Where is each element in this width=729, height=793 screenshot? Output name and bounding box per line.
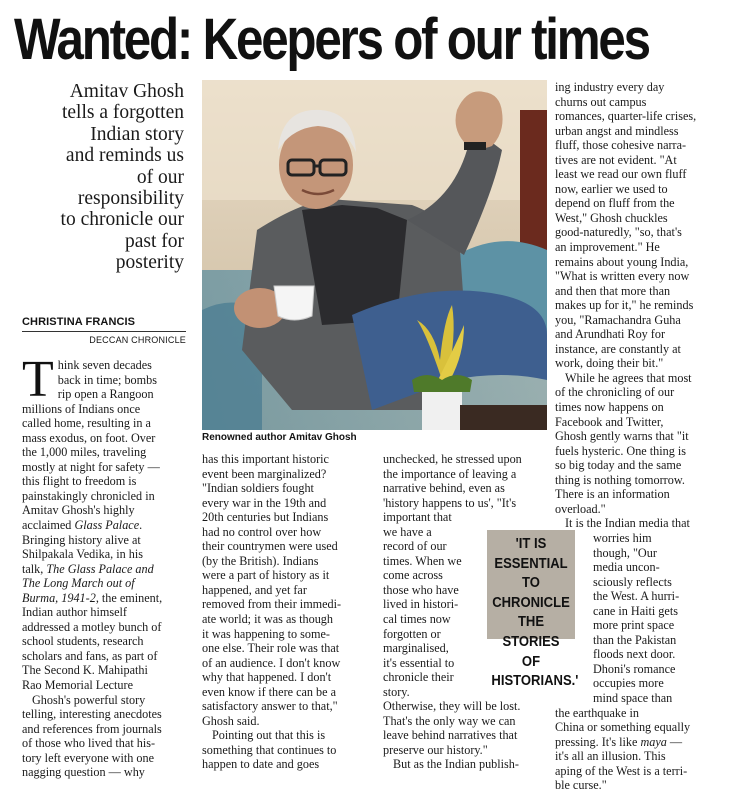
text-line: urban angst and mindless <box>555 123 679 138</box>
text-line: aping of the West is a terri- <box>555 763 688 778</box>
text-line: removed from their immedi- <box>202 597 342 612</box>
text-line: called home, resulting in a <box>22 416 151 431</box>
talk-title: The Glass Palace and <box>46 561 154 576</box>
text-line: Ghosh gently warns that "it <box>555 429 689 444</box>
text-line: and then that more than <box>555 283 671 298</box>
emphasis: maya <box>640 734 667 749</box>
text-line: it's essential to <box>383 655 455 670</box>
text-line: narrative behind, even as <box>383 481 505 496</box>
text-line: than the Pakistan <box>593 632 677 647</box>
text-line: Otherwise, they will be lost. <box>383 699 521 714</box>
text-line: school students, research <box>22 634 144 649</box>
text-line: we have a <box>383 524 432 539</box>
text-line: Facebook and Twitter, <box>555 414 664 429</box>
standfirst-line: of our <box>136 166 184 188</box>
text-line: That's the only way we can <box>383 713 516 728</box>
text-line <box>555 735 720 750</box>
pull-quote-line: ESSENTIAL TO <box>494 555 568 592</box>
text-line: "Indian soldiers fought <box>202 481 314 496</box>
text-line: "What is written every now <box>555 269 690 284</box>
text-line: and Arundhati Roy for <box>555 327 666 342</box>
text-line: work, doing their bit." <box>555 356 664 371</box>
text-line: so big today and the same <box>555 458 682 473</box>
text-line: Bringing history alive at <box>22 532 141 547</box>
text-line: It is the Indian media that <box>565 516 690 531</box>
text-line: had no control over how <box>202 524 322 539</box>
text-line: now, earlier we used to <box>555 181 668 196</box>
text-line: Rao Memorial Lecture <box>22 678 133 693</box>
photo-caption: Renowned author Amitav Ghosh <box>202 432 357 443</box>
text-line: were a part of history as it <box>202 568 330 583</box>
pull-quote-line: 'IT IS <box>515 536 547 552</box>
text-line: ing industry every day <box>555 80 665 94</box>
text-line: thing is nothing tomorrow. <box>555 472 685 487</box>
column-4 <box>555 80 720 793</box>
pull-quote-line: OF <box>521 653 541 670</box>
text-line: mostly at night for safety — <box>22 459 160 474</box>
drop-cap: T <box>22 351 54 408</box>
text-line: fluff, those cohesive narra- <box>555 138 687 153</box>
standfirst-line: tells a forgotten <box>61 102 184 124</box>
text-line: fuels hysteric. One thing is <box>555 443 686 458</box>
text-line: record of our <box>383 539 447 554</box>
text-line: media uncon- <box>593 560 660 575</box>
text-line: millions of Indians once <box>22 401 141 416</box>
text-line: good-naturedly, "so, that's <box>555 225 682 240</box>
text-line: sciously reflects <box>593 574 672 589</box>
text-line: this flight to freedom is <box>22 474 137 489</box>
source-credit: DECCAN CHRONICLE <box>89 335 186 345</box>
author-photo <box>202 80 547 430</box>
text-line: (by the British). Indians <box>202 553 319 568</box>
standfirst-line: to chronicle our <box>60 209 184 231</box>
text-line: those who have <box>383 582 459 597</box>
text-line: addressed a motley bunch of <box>22 619 162 634</box>
text-line: it's all an illusion. This <box>555 749 666 764</box>
text-line: though, "Our <box>593 545 657 560</box>
text-line: every war in the 19th and <box>202 495 327 510</box>
text-line: tives are not evident. "At <box>555 152 677 167</box>
text-line: their countrymen were used <box>202 539 338 554</box>
text-line: you, "Ramachandra Guha <box>555 312 681 327</box>
text-line: happened, and yet far <box>202 582 307 597</box>
text-line: Pointing out that this is <box>212 728 326 743</box>
text-line: one else. Their role was that <box>202 641 340 656</box>
pull-quote-line: CHRONICLE <box>492 594 570 611</box>
text-line: Ghosh said. <box>202 713 260 728</box>
pull-quote-line: THE STORIES <box>502 614 560 650</box>
text-line: more print space <box>593 618 675 633</box>
text-line: Ghosh's powerful story <box>32 692 146 707</box>
text-line <box>22 576 188 591</box>
text-run: , the eminent, <box>95 590 163 605</box>
text-line: ate world; it was as though <box>202 612 333 627</box>
text-line: China or something equally <box>555 720 691 735</box>
text-line: leave behind narratives that <box>383 728 518 743</box>
text-line: remains about young India, <box>555 254 689 269</box>
text-line: floods next door. <box>593 647 676 662</box>
text-line: There is an information <box>555 487 670 502</box>
text-line: chronicle their <box>383 670 454 685</box>
text-line: The Second K. Mahipathi <box>22 663 148 678</box>
byline: CHRISTINA FRANCIS <box>22 316 136 328</box>
text-line: the importance of leaving a <box>383 466 517 481</box>
book-title: Glass Palace <box>74 518 140 533</box>
text-line: instance, are constantly at <box>555 341 681 356</box>
text-line: mass exodus, on foot. Over <box>22 430 156 445</box>
text-line: important that <box>383 510 452 525</box>
text-line: an improvement." He <box>555 240 660 255</box>
text-line: cal times now <box>383 612 451 627</box>
standfirst-line: Amitav Ghosh <box>69 81 184 102</box>
text-line: overload." <box>555 501 606 516</box>
text-line: story. <box>383 684 410 699</box>
text-line: event been marginalized? <box>202 466 327 481</box>
text-line: of those who lived that his- <box>22 736 156 751</box>
text-line: it was happening to some- <box>202 626 330 641</box>
text-line: worries him <box>593 530 652 545</box>
text-line: and references from journals <box>22 721 162 736</box>
text-run: pressing. It's like <box>555 734 641 749</box>
text-line: nagging question — why <box>22 765 145 780</box>
text-line: occupies more <box>593 676 664 691</box>
text-line: why that happened. I don't <box>202 670 332 685</box>
text-line: ble curse." <box>555 778 607 793</box>
author-photo-image <box>202 80 547 430</box>
text-line: Shilpakala Vedika, in his <box>22 547 143 562</box>
text-line: come across <box>383 568 443 583</box>
text-line: romances, quarter-life crises, <box>555 109 697 124</box>
text-line: Dhoni's romance <box>593 661 676 676</box>
text-line: Indian author himself <box>22 605 127 620</box>
text-line: happen to date and goes <box>202 757 320 772</box>
text-line: Amitav Ghosh's highly <box>22 503 135 518</box>
text-line: the West. A hurri- <box>593 589 680 604</box>
text-line: West," Ghosh chuckles <box>555 210 668 225</box>
talk-title: Burma, 1941-2 <box>22 590 96 605</box>
text-line: forgotten or <box>383 626 441 641</box>
pull-quote-line: HISTORIANS.' <box>491 673 579 690</box>
text-run: acclaimed <box>22 518 75 533</box>
text-line: even know if there can be a <box>202 684 336 699</box>
text-line: lived in histori- <box>383 597 459 612</box>
text-line: makes up for it," he reminds <box>555 298 694 313</box>
text-line: something that continues to <box>202 742 337 757</box>
text-line: least we read our own fluff <box>555 167 687 182</box>
text-line: the earthquake in <box>555 705 639 720</box>
text-line: hink seven decades <box>57 358 152 372</box>
text-line: depend on fluff from the <box>555 196 675 211</box>
talk-title: The Long March out of <box>22 576 135 591</box>
text-line: of the chronicling of our <box>555 385 675 400</box>
text-line <box>22 518 188 533</box>
text-line: scholars and fans, as part of <box>22 648 158 663</box>
text-line: While he agrees that most <box>565 370 692 385</box>
column-1 <box>22 351 188 780</box>
text-line: telling, interesting anecdotes <box>22 707 162 722</box>
text-line: unchecked, he stressed upon <box>383 452 522 466</box>
text-line <box>22 562 188 577</box>
standfirst-line: posterity <box>115 252 184 274</box>
text-line: has this important historic <box>202 452 329 466</box>
text-line <box>22 591 188 606</box>
text-line: times. When we <box>383 553 462 568</box>
text-line: rip open a Rangoon <box>57 387 154 402</box>
headline: Wanted: Keepers of our times <box>14 7 649 72</box>
text-line: 'history happens to us', "It's <box>383 495 517 510</box>
column-2 <box>202 452 365 772</box>
text-line: marginalised, <box>383 641 449 656</box>
standfirst <box>22 81 184 274</box>
text-line: satisfactory answer to that," <box>202 699 338 714</box>
text-run: . <box>139 518 143 533</box>
text-line: times now happens on <box>555 400 664 415</box>
text-line: mind space than <box>593 690 673 705</box>
text-line: cane in Haiti gets <box>593 603 678 618</box>
text-line: of an audience. I don't know <box>202 655 341 670</box>
standfirst-line: responsibility <box>77 188 184 210</box>
standfirst-line: Indian story <box>90 123 184 145</box>
text-run: — <box>666 734 683 749</box>
standfirst-line: past for <box>124 230 184 252</box>
text-line: back in time; bombs <box>57 372 157 387</box>
text-line: preserve our history." <box>383 742 488 757</box>
text-run: talk, <box>22 561 47 576</box>
standfirst-line: and reminds us <box>65 145 184 167</box>
text-line: But as the Indian publish- <box>393 757 519 772</box>
text-line: tory left everyone with one <box>22 750 154 765</box>
text-line: painstakingly chronicled in <box>22 488 155 503</box>
text-line: the 1,000 miles, traveling <box>22 445 147 460</box>
text-line: 20th centuries but Indians <box>202 510 329 525</box>
byline-rule <box>22 331 186 332</box>
text-line: churns out campus <box>555 94 647 109</box>
